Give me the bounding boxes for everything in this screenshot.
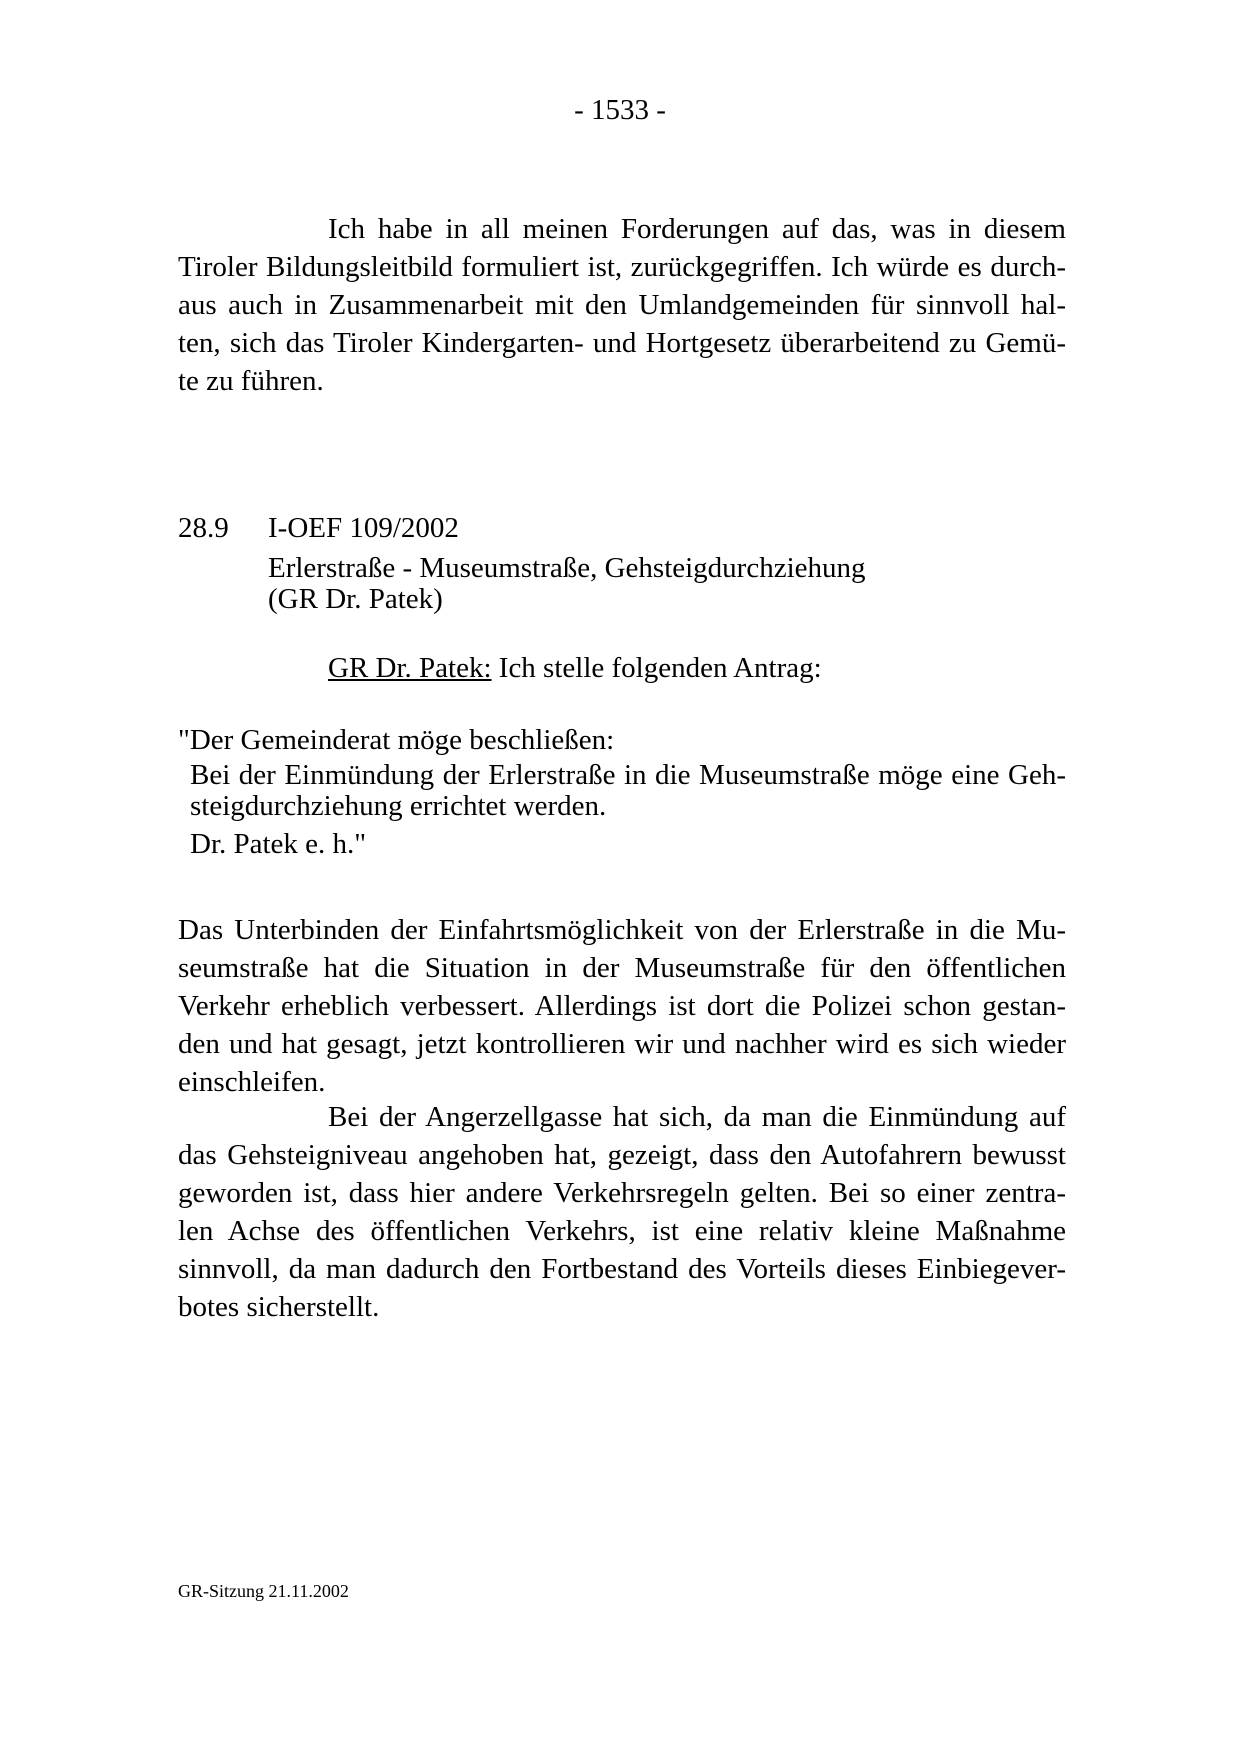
paragraph-line: Verkehr erheblich verbessert. Allerdings ist dort die Polizei schon gestan-: [178, 990, 1066, 1022]
intro-paragraph: [178, 210, 1066, 400]
motion-text-line: Bei der Einmündung der Erlerstraße in die Museumstraße möge eine Geh-: [190, 759, 1066, 791]
paragraph-line: geworden ist, dass hier andere Verkehrsregeln gelten. Bei so einer zentra-: [178, 1177, 1066, 1209]
body-paragraph-1: [178, 911, 1066, 1101]
agenda-item-title: [268, 553, 866, 615]
agenda-item-code: I-OEF 109/2002: [268, 512, 459, 544]
paragraph-line: len Achse des öffentlichen Verkehrs, ist eine relativ kleine Maßnahme: [178, 1215, 1066, 1247]
speaker-name: GR Dr. Patek:: [328, 652, 492, 684]
speaker-statement: Ich stelle folgenden Antrag:: [491, 652, 822, 684]
paragraph-line: den und hat gesagt, jetzt kontrollieren wir und nachher wird es sich wieder: [178, 1028, 1066, 1060]
motion-signature: Dr. Patek e. h.": [190, 828, 367, 860]
paragraph-line: ten, sich das Tiroler Kindergarten- und Hortgesetz überarbeitend zu Gemü-: [178, 327, 1066, 359]
paragraph-line: botes sicherstellt.: [178, 1291, 380, 1323]
speaker-line: [328, 650, 822, 686]
motion-text-line: steigdurchziehung errichtet werden.: [190, 790, 607, 822]
body-paragraph-2: [178, 1098, 1066, 1326]
paragraph-line: seumstraße hat die Situation in der Museumstraße für den öffentlichen: [178, 952, 1066, 984]
paragraph-line: das Gehsteigniveau angehoben hat, gezeigt, dass den Autofahrern bewusst: [178, 1139, 1066, 1171]
paragraph-line: Ich habe in all meinen Forderungen auf das, was in diesem: [328, 213, 1066, 245]
paragraph-line: Das Unterbinden der Einfahrtsmöglichkeit von der Erlerstraße in die Mu-: [178, 914, 1066, 946]
paragraph-line: te zu führen.: [178, 365, 324, 397]
motion-text: [190, 760, 1066, 822]
paragraph-line: Bei der Angerzellgasse hat sich, da man die Einmündung auf: [328, 1101, 1066, 1133]
paragraph-line: aus auch in Zusammenarbeit mit den Umlandgemeinden für sinnvoll hal-: [178, 289, 1066, 321]
page-number: - 1533 -: [574, 94, 666, 126]
agenda-item-number: 28.9: [178, 512, 229, 544]
paragraph-line: sinnvoll, da man dadurch den Fortbestand des Vorteils dieses Einbiegever-: [178, 1253, 1066, 1285]
motion-intro: "Der Gemeinderat möge beschließen:: [178, 724, 615, 756]
agenda-item-title-line: Erlerstraße - Museumstraße, Gehsteigdurchziehung: [268, 552, 866, 584]
paragraph-line: Tiroler Bildungsleitbild formuliert ist, zurückgegriffen. Ich würde es durch-: [178, 251, 1066, 283]
footer: GR-Sitzung 21.11.2002: [178, 1581, 349, 1601]
paragraph-line: einschleifen.: [178, 1066, 326, 1098]
agenda-item-title-line: (GR Dr. Patek): [268, 583, 443, 615]
